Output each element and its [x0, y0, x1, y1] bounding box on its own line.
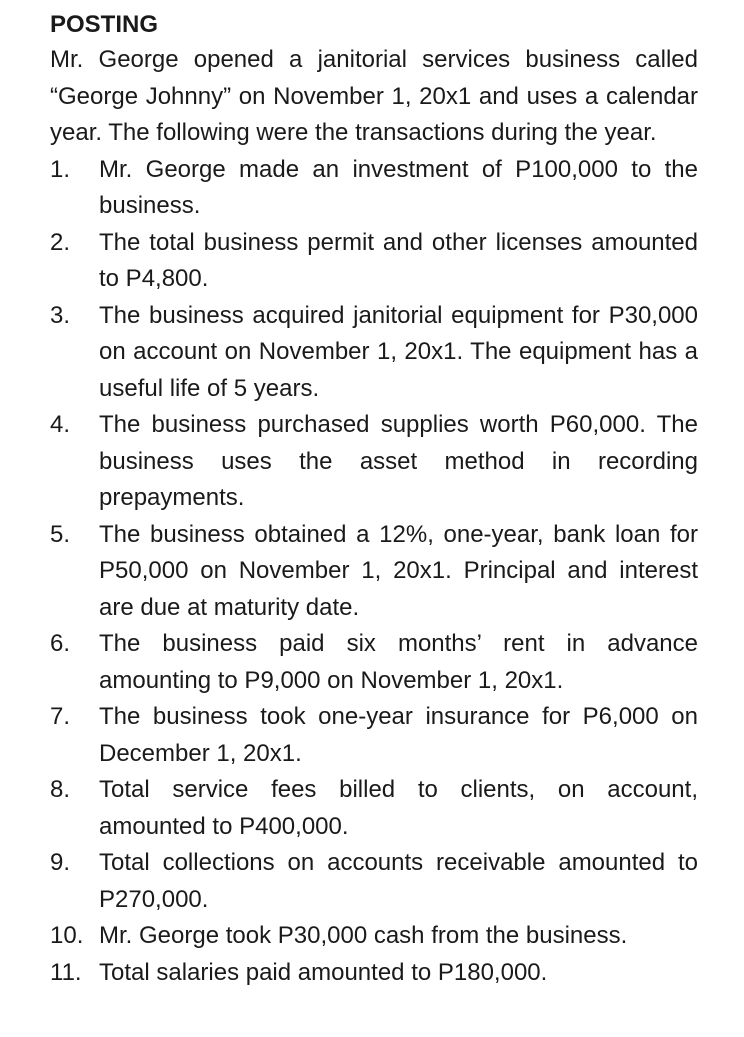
list-item: [50, 225, 698, 298]
list-item: [50, 772, 698, 845]
list-item: [50, 845, 698, 918]
transaction-list: [50, 152, 698, 992]
list-item: [50, 955, 698, 992]
item-number: 10.: [50, 922, 84, 949]
item-text: Total collections on accounts receivable amounted to P270,000.: [99, 849, 698, 913]
item-number: 6.: [50, 630, 71, 657]
list-item: [50, 407, 698, 517]
item-number: 5.: [50, 520, 71, 548]
item-text: The business took one-year insurance for P6,000 on December 1, 20x1.: [99, 703, 698, 767]
list-item: [50, 918, 698, 955]
list-item: [50, 626, 698, 699]
item-text: Mr. George took P30,000 cash from the business.: [99, 922, 628, 949]
item-text: Mr. George made an investment of P100,000 to the business.: [99, 155, 698, 219]
item-number: 7.: [50, 703, 71, 730]
item-text: The business purchased supplies worth P60,000. The business uses the asset method in recording prepayments.: [99, 411, 698, 511]
item-number: 8.: [50, 776, 71, 803]
item-number: 2.: [50, 228, 71, 256]
item-number: 9.: [50, 849, 71, 876]
item-number: 4.: [50, 411, 71, 438]
item-number: 1.: [50, 155, 71, 183]
item-text: The business obtained a 12%, one-year, bank loan for P50,000 on November 1, 20x1. Principal and interest are due at maturity date.: [99, 520, 698, 621]
intro-paragraph: Mr. George opened a janitorial services business called “George Johnny” on November 1, 20x1 and uses a calendar year. The following were the transactions during the year.: [50, 46, 698, 146]
section-heading: POSTING: [50, 11, 159, 38]
item-text: The business acquired janitorial equipment for P30,000 on account on November 1, 20x1. The equipment has a useful life of 5 years.: [99, 301, 698, 402]
item-text: Total service fees billed to clients, on account, amounted to P400,000.: [99, 776, 698, 840]
item-text: The total business permit and other licenses amounted to P4,800.: [99, 228, 698, 292]
list-item: [50, 517, 698, 627]
item-number: 3.: [50, 301, 71, 329]
item-text: The business paid six months’ rent in advance amounting to P9,000 on November 1, 20x1.: [99, 630, 698, 694]
list-item: [50, 298, 698, 408]
list-item: [50, 699, 698, 772]
item-text: Total salaries paid amounted to P180,000.: [99, 958, 548, 986]
item-number: 11.: [50, 958, 82, 986]
list-item: [50, 152, 698, 225]
